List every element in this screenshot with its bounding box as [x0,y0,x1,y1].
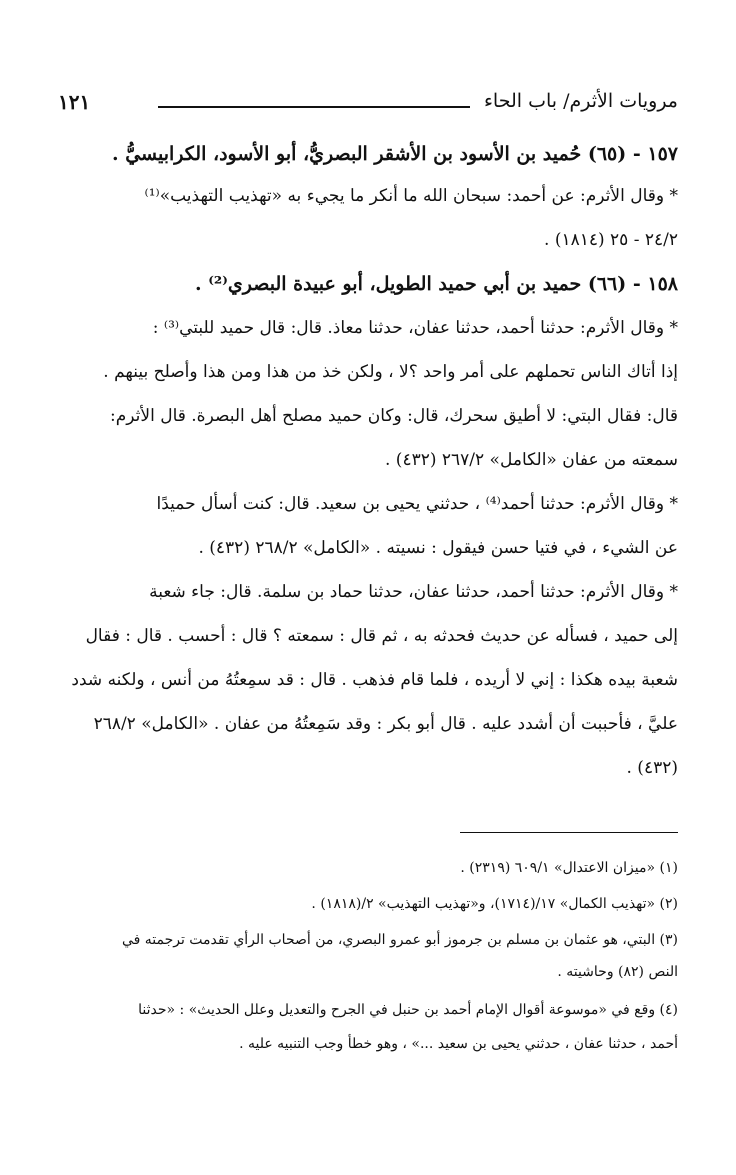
entry-heading-158: ١٥٨ - (٦٦) حميد بن أبي حميد الطويل، أبو عبيدة البصري⁽²⁾ . [195,273,678,295]
body-line: سمعته من عفان «الكامل» ٢٦٧/٢ (٤٣٢) . [384,450,678,470]
body-line: شعبة بيده هكذا : إني لا أريده ، فلما قام فذهب . قال : قد سمِعتُهُ من أنس ، ولكنه شدد [71,670,678,690]
running-head-rule [158,106,470,108]
running-head [58,84,678,120]
entry-heading-157: ١٥٧ - (٦٥) حُميد بن الأسود بن الأشقر البصريُّ، أبو الأسود، الكرابيسيُّ . [111,143,678,165]
body-line: * وقال الأثرم: حدثنا أحمد، حدثنا عفان، حدثنا معاذ. قال: قال حميد للبتي⁽³⁾ : [152,318,678,338]
body-line: * وقال الأثرم: حدثنا أحمد، حدثنا عفان، حدثنا حماد بن سلمة. قال: جاء شعبة [149,582,678,602]
footnote-line: (٢) «تهذيب الكمال» ١٧/(١٧١٤)، و«تهذيب التهذيب» ٢/(١٨١٨) . [311,896,678,912]
body-line: إلى حميد ، فسأله عن حديث فحدثه به ، ثم قال : سمعته ؟ قال : أحسب . قال : فقال [85,626,678,646]
footnote-separator [460,832,678,833]
page-number: ١٢١ [58,90,91,114]
running-head-title: مرويات الأثرم/ باب الحاء [484,90,678,112]
footnote-line: النص (٨٢) وحاشيته . [557,964,678,980]
body-line: قال: فقال البتي: لا أطيق سحرك، قال: وكان حميد مصلح أهل البصرة. قال الأثرم: [110,406,678,426]
body-line: عن الشيء ، في فتيا حسن فيقول : نسيته . «الكامل» ٢٦٨/٢ (٤٣٢) . [198,538,678,558]
footnote-line: أحمد ، حدثنا عفان ، حدثني يحيى بن سعيد ...» ، وهو خطأ وجب التنبيه عليه . [239,1036,678,1052]
body-line: ٢٤/٢ - ٢٥ (١٨١٤) . [544,230,678,250]
body-line: عليَّ ، فأحببت أن أشدد عليه . قال أبو بكر : وقد سَمِعتُهُ من عفان . «الكامل» ٢٦٨/٢ [93,714,678,734]
body-line: * وقال الأثرم: حدثنا أحمد⁽⁴⁾ ، حدثني يحيى بن سعيد. قال: كنت أسأل حميدًا [156,494,678,514]
footnote-line: (٣) البتي، هو عثمان بن مسلم بن جرموز أبو عمرو البصري، من أصحاب الرأي تقدمت ترجمته في [121,932,678,948]
footnote-line: (٤) وقع في «موسوعة أقوال الإمام أحمد بن حنبل في الجرح والتعديل وعلل الحديث» : «حدثنا [138,1002,678,1018]
body-line: (٤٣٢) . [626,758,678,778]
body-line: * وقال الأثرم: عن أحمد: سبحان الله ما أنكر ما يجيء به «تهذيب التهذيب»⁽¹⁾ [144,186,678,206]
footnote-line: (١) «ميزان الاعتدال» ٦٠٩/١ (٢٣١٩) . [460,860,678,876]
body-line: إذا أتاك الناس تحملهم على أمر واحد ؟لا ، ولكن خذ من هذا ومن هذا وأصلح بينهم . [103,362,678,382]
